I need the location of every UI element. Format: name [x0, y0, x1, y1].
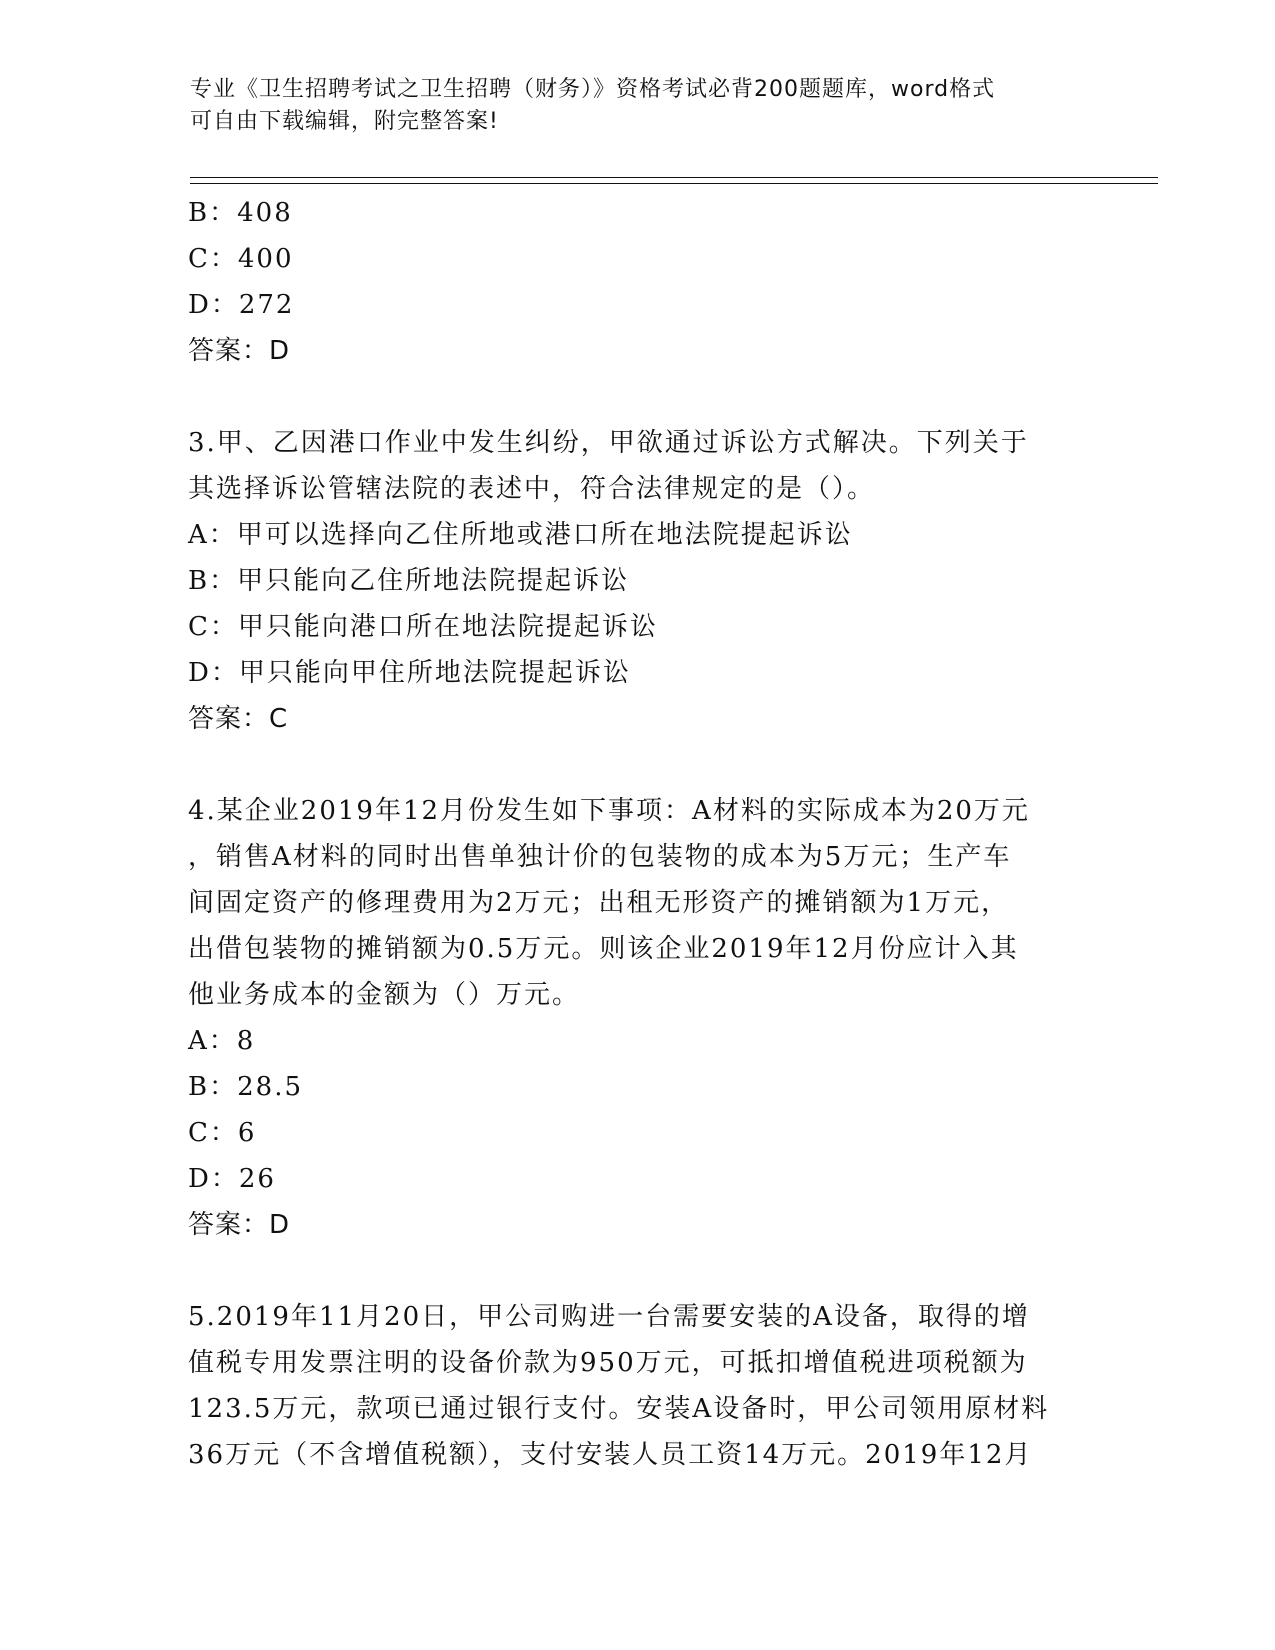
option-b: B：408 [188, 198, 293, 228]
header-divider-bottom [190, 183, 1158, 184]
question-text-line: 出借包装物的摊销额为0.5万元。则该企业2019年12月份应计入其 [188, 934, 1019, 964]
answer: 答案：C [188, 704, 289, 734]
question-text-line: 间固定资产的修理费用为2万元；出租无形资产的摊销额为1万元， [188, 888, 1010, 918]
spacer [188, 374, 1088, 420]
question-text-line: 3.甲、乙因港口作业中发生纠纷，甲欲通过诉讼方式解决。下列关于 [188, 428, 1029, 458]
option-d: D：272 [188, 290, 295, 320]
question-2 [188, 190, 1088, 374]
header-title-line-1: 专业《卫生招聘考试之卫生招聘（财务）》资格考试必背200题题库，word格式 [190, 77, 996, 102]
question-text-line: 值税专用发票注明的设备价款为950万元，可抵扣增值税进项税额为 [188, 1348, 1028, 1378]
answer: 答案：D [188, 1210, 291, 1240]
question-3 [188, 420, 1088, 742]
option-c: C：400 [188, 244, 294, 274]
option-a: A：8 [188, 1026, 256, 1056]
spacer [188, 742, 1088, 788]
option-a: A：甲可以选择向乙住所地或港口所在地法院提起诉讼 [188, 520, 853, 550]
document-body [188, 190, 1088, 1478]
header-title-line-2: 可自由下载编辑，附完整答案! [190, 109, 499, 134]
option-b: B：甲只能向乙住所地法院提起诉讼 [188, 566, 630, 596]
page-header [190, 74, 1090, 138]
question-text-line: 36万元（不含增值税额），支付安装人员工资14万元。2019年12月 [188, 1440, 1033, 1470]
question-text-line: 4.某企业2019年12月份发生如下事项：A材料的实际成本为20万元 [188, 796, 1030, 826]
question-text-line: 他业务成本的金额为（）万元。 [188, 980, 581, 1010]
question-text-line: 123.5万元，款项已通过银行支付。安装A设备时，甲公司领用原材料 [188, 1394, 1050, 1424]
question-4 [188, 788, 1088, 1248]
question-text-line: 其选择诉讼管辖法院的表述中，符合法律规定的是（）。 [188, 474, 876, 504]
option-c: C：6 [188, 1118, 257, 1148]
option-d: D：甲只能向甲住所地法院提起诉讼 [188, 658, 631, 688]
question-text-line: 5.2019年11月20日，甲公司购进一台需要安装的A设备，取得的增 [188, 1302, 1030, 1332]
option-c: C：甲只能向港口所在地法院提起诉讼 [188, 612, 658, 642]
question-text-line: ，销售A材料的同时出售单独计价的包装物的成本为5万元；生产车 [188, 842, 1012, 872]
option-d: D：26 [188, 1164, 276, 1194]
option-b: B：28.5 [188, 1072, 303, 1102]
spacer [188, 1248, 1088, 1294]
header-divider-top [190, 177, 1158, 178]
question-5 [188, 1294, 1088, 1478]
answer: 答案：D [188, 336, 291, 366]
